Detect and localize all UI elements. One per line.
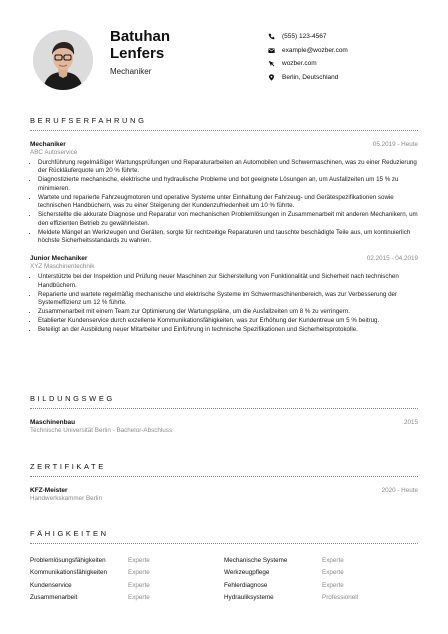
education-field: Maschinenbau [30, 419, 76, 426]
entry-date: 02.2015 - 04.2019 [366, 255, 418, 263]
cursor-icon [268, 60, 275, 67]
entry-company: ABC Autoservice [30, 149, 78, 156]
education-institution: Technische Universität Berlin - Bachelor-Abschluss [30, 427, 173, 434]
bullet-item: • Zusammenarbeit mit einem Team zur Optimierung der Wartungspläne, um die Ausfallzeiten um 8 % zu verringern. [38, 308, 418, 316]
entry-bullets [30, 159, 418, 245]
entry-company: XYZ Maschinentechnik [30, 263, 95, 271]
experience-entry [30, 141, 418, 245]
location-text: Berlin, Deutschland [282, 73, 339, 81]
certificate-issuer: Handwerkskammer Berlin [30, 495, 103, 502]
name-block [110, 28, 170, 76]
website-text: wozber.com [282, 60, 317, 68]
profile-photo-icon [33, 30, 93, 90]
bullet-item: • Durchführung regelmäßiger Wartungsprüfungen und Reparaturarbeiten an Automobilen und Schwermaschinen, was zu einer Reduzierung der Rückläuferquote um 20 % führte. [38, 159, 418, 176]
resume-header [30, 0, 418, 108]
skill-name: Mechanische Systeme [224, 556, 288, 564]
skill-name: Zusammenarbeit [30, 594, 78, 602]
envelope-icon [268, 47, 275, 54]
education-year: 2015 [403, 419, 418, 426]
skill-row [224, 592, 418, 605]
skills-column-right [224, 554, 418, 604]
skill-level: Experte [128, 581, 150, 589]
skill-name: Kundenservice [30, 581, 72, 589]
job-title: Mechaniker [110, 67, 152, 76]
skills-title: FÄHIGKEITEN [30, 529, 418, 544]
skills-section [30, 529, 418, 604]
skill-level: Professionell [322, 594, 359, 602]
skill-row [224, 567, 418, 580]
bullet-item: • Beteiligt an der Ausbildung neuer Mitarbeiter und Einführung in technische Spezifikationen und Sicherheitsprotokolle. [38, 326, 418, 334]
contact-phone [268, 30, 348, 44]
skill-level: Experte [128, 569, 150, 577]
certificate-name: KFZ-Meister [30, 487, 68, 494]
education-entry [30, 419, 418, 434]
skill-level: Experte [128, 556, 150, 564]
skill-level: Experte [322, 556, 344, 564]
entry-bullets [30, 273, 418, 334]
skill-level: Experte [128, 594, 150, 602]
bullet-item: • Etablierter Kundenservice durch exzellente Kommunikationsfähigkeiten, was zur Erhöhung der Kundentreue um 5 % beitrug. [38, 317, 418, 325]
bullet-item: • Unterstützte bei der Inspektion und Prüfung neuer Maschinen zur Sicherstellung von Funktionalität und Sicherheit nach technischen Handbüchern. [38, 273, 418, 290]
phone-icon [268, 33, 275, 40]
bullet-item: • Meldete Mängel an Werkzeugen und Geräten, sorgte für rechtzeitige Reparaturen und tauschte beschädigte Teile aus, um kontinuierlich höchste Sicherheitsstandards zu wahren. [38, 229, 418, 246]
bullet-item: • Wartete und reparierte Fahrzeugmotoren und operative Systeme unter Einhaltung der Fahrzeug- und Gerätespezifikationen sowie technischen Handbüchern, was zu einer Steigerung der Kundenzufriedenheit um 10 % führte. [38, 194, 418, 211]
phone-text: (555) 123-4567 [282, 33, 327, 41]
skill-row [224, 554, 418, 567]
education-section [30, 394, 418, 434]
skill-name: Hydrauliksysteme [224, 594, 274, 602]
skill-name: Kommunikationsfähigkeiten [30, 569, 108, 577]
bullet-item: • Diagnostizierte mechanische, elektrische und hydraulische Probleme und bot geeignete Lösungen an, um Ausfallzeiten um 15 % zu minimieren. [38, 176, 418, 193]
contact-email [268, 44, 348, 58]
skill-row [30, 567, 224, 580]
skills-column-left [30, 554, 224, 604]
experience-entry [30, 255, 418, 334]
skill-name: Werkzeugpflege [224, 569, 270, 577]
skill-row [30, 554, 224, 567]
avatar [33, 30, 93, 90]
entry-role: Junior Mechaniker [30, 255, 88, 263]
certificate-year: 2020 - Heute [381, 487, 418, 494]
skill-name: Problemlösungsfähigkeiten [30, 556, 106, 564]
skill-name: Fehlerdiagnose [224, 581, 268, 589]
last-name: Lenfers [110, 45, 165, 62]
experience-title: BERUFSERFAHRUNG [30, 116, 418, 131]
first-name: Batuhan [110, 28, 170, 45]
map-pin-icon [268, 74, 275, 81]
email-text: example@wozber.com [282, 46, 348, 54]
bullet-item: • Sicherstellte die akkurate Diagnose und Reparatur von mechanischen Problemlösungen in Zusammenarbeit mit anderen Mechanikern, um den effizienten Betrieb zu gewährleisten. [38, 211, 418, 228]
entry-role: Mechaniker [30, 141, 66, 148]
skills-grid [30, 554, 418, 604]
skill-level: Experte [322, 581, 344, 589]
skill-row [30, 579, 224, 592]
education-title: BILDUNGSWEG [30, 394, 418, 409]
certificates-title: ZERTIFIKATE [30, 462, 418, 477]
certificate-entry [30, 487, 418, 502]
experience-section [30, 116, 418, 335]
skill-level: Experte [322, 569, 344, 577]
bullet-item: • Reparierte und wartete regelmäßig mechanische und elektrische Systeme im Schwermaschinenbereich, was zur Verbesserung der Systemeffizienz um 12 % führte. [38, 291, 418, 308]
certificates-section [30, 462, 418, 502]
contact-list [268, 30, 348, 84]
entry-date: 05.2019 - Heute [372, 141, 418, 148]
contact-location [268, 71, 348, 85]
skill-row [224, 579, 418, 592]
contact-website [268, 57, 348, 71]
skill-row [30, 592, 224, 605]
